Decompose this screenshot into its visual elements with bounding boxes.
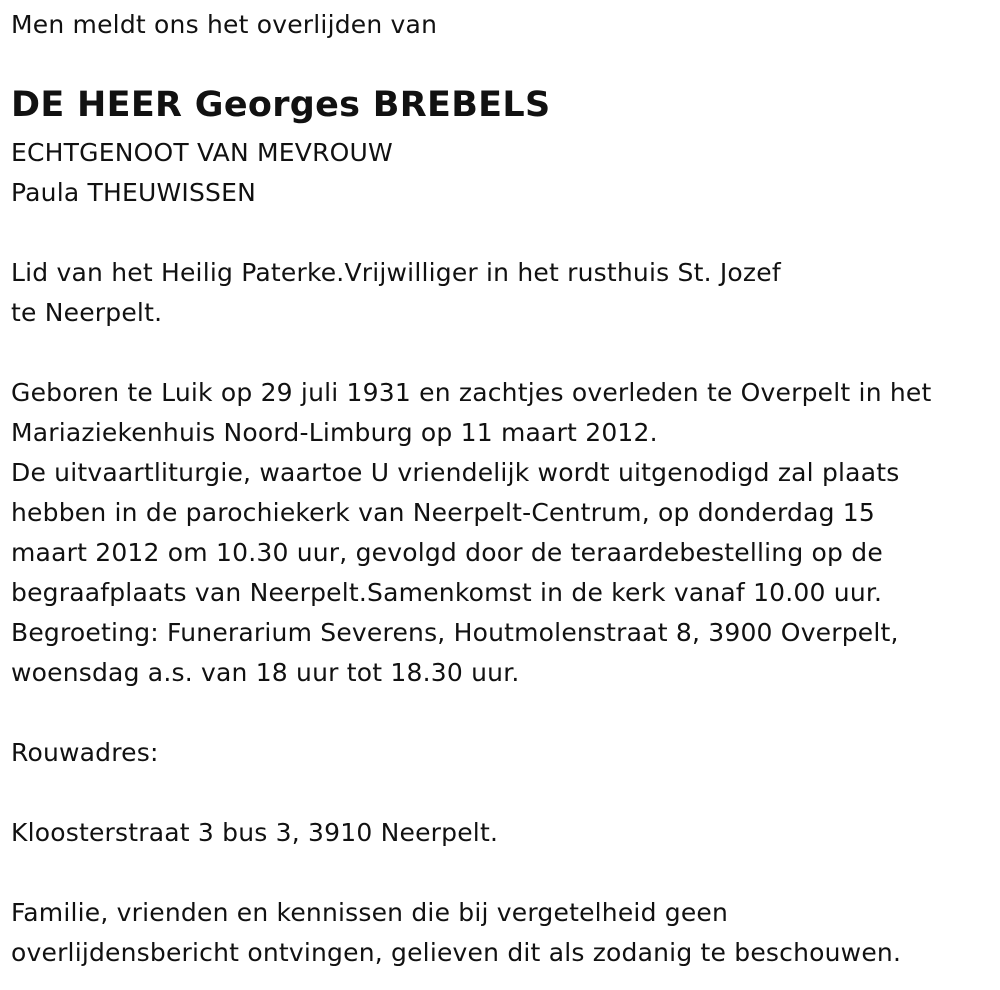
- closing-line-1: Familie, vrienden en kennissen die bij vergetelheid geen: [11, 898, 729, 927]
- mourning-address-label: Rouwadres:: [11, 738, 159, 767]
- spouse-line-2: Paula THEUWISSEN: [11, 178, 257, 207]
- details-line-3: De uitvaartliturgie, waartoe U vriendelijk wordt uitgenodigd zal plaats: [11, 458, 900, 487]
- details-line-7: Begroeting: Funerarium Severens, Houtmolenstraat 8, 3900 Overpelt,: [11, 618, 899, 647]
- membership-line-2: te Neerpelt.: [11, 298, 163, 327]
- details-line-1: Geboren te Luik op 29 juli 1931 en zachtjes overleden te Overpelt in het: [11, 378, 932, 407]
- details-line-6: begraafplaats van Neerpelt.Samenkomst in de kerk vanaf 10.00 uur.: [11, 578, 883, 607]
- deceased-title: DE HEER Georges BREBELS: [11, 85, 551, 125]
- closing-line-2: overlijdensbericht ontvingen, gelieven dit als zodanig te beschouwen.: [11, 938, 902, 967]
- details-line-2: Mariaziekenhuis Noord-Limburg op 11 maart 2012.: [11, 418, 658, 447]
- details-line-4: hebben in de parochiekerk van Neerpelt-Centrum, op donderdag 15: [11, 498, 876, 527]
- mourning-address: Kloosterstraat 3 bus 3, 3910 Neerpelt.: [11, 818, 499, 847]
- membership-line-1: Lid van het Heilig Paterke.Vrijwilliger in het rusthuis St. Jozef: [11, 258, 781, 287]
- spouse-line-1: ECHTGENOOT VAN MEVROUW: [11, 138, 393, 167]
- details-line-8: woensdag a.s. van 18 uur tot 18.30 uur.: [11, 658, 520, 687]
- intro-text: Men meldt ons het overlijden van: [11, 10, 438, 39]
- details-line-5: maart 2012 om 10.30 uur, gevolgd door de teraardebestelling op de: [11, 538, 883, 567]
